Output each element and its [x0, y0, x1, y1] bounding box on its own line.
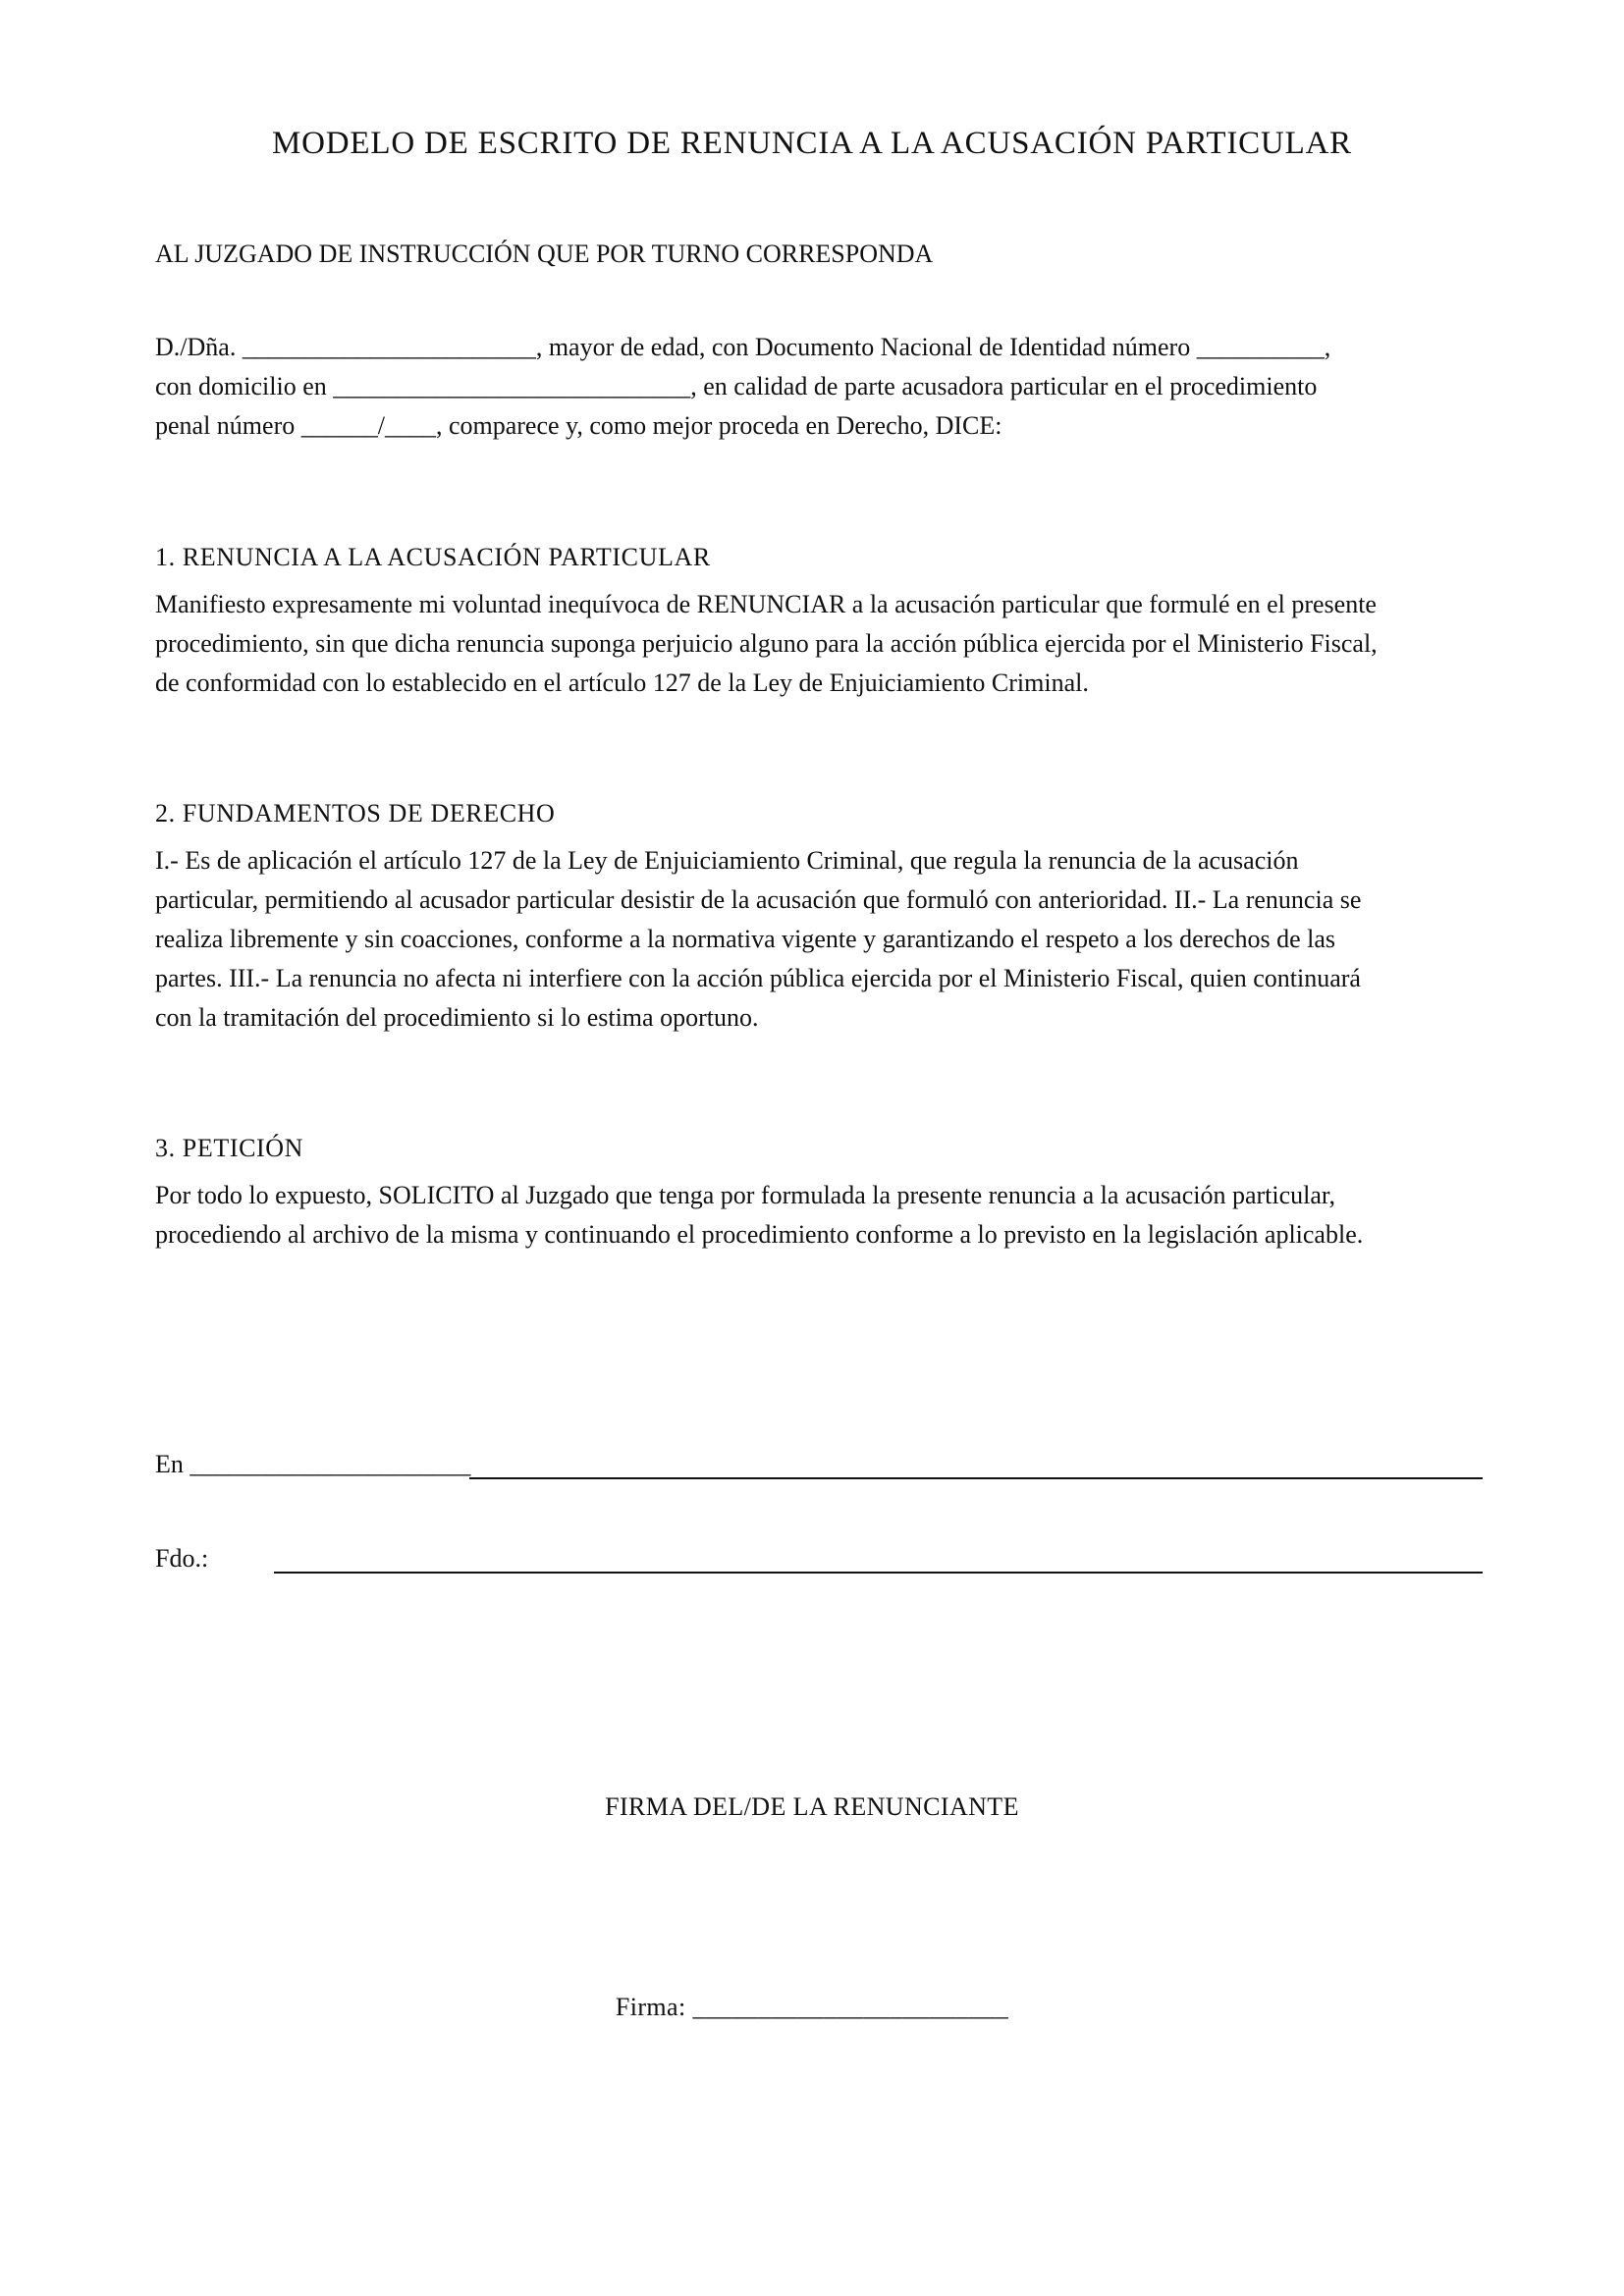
intro-line: D./Dña. _______________________, mayor de edad, con Documento Nacional de Identidad número __________, [155, 333, 1331, 361]
court-addressee: AL JUZGADO DE INSTRUCCIÓN QUE POR TURNO CORRESPONDA [155, 240, 934, 268]
section-3-line: Por todo lo expuesto, SOLICITO al Juzgado que tenga por formulada la presente renuncia a la acusación particular, [155, 1181, 1336, 1209]
fdo-label: Fdo.: [155, 1544, 209, 1573]
place-date-line [469, 1477, 1483, 1479]
section-2-line: realiza libremente y sin coacciones, conforme a la normativa vigente y garantizando el respeto a los derechos de las [155, 925, 1335, 953]
section-2-line: I.- Es de aplicación el artículo 127 de la Ley de Enjuiciamiento Criminal, que regula la renuncia de la acusación [155, 846, 1299, 875]
section-1-heading: 1. RENUNCIA A LA ACUSACIÓN PARTICULAR [155, 543, 711, 571]
intro-line: con domicilio en ____________________________, en calidad de parte acusadora particular en el procedimiento [155, 372, 1318, 400]
signer-caption: FIRMA DEL/DE LA RENUNCIANTE [605, 1792, 1019, 1821]
section-3-body [155, 1176, 1481, 1255]
document-title: MODELO DE ESCRITO DE RENUNCIA A LA ACUSACIÓN PARTICULAR [272, 126, 1352, 161]
section-1-body [155, 585, 1481, 703]
section-1-line: de conformidad con lo establecido en el artículo 127 de la Ley de Enjuiciamiento Criminal. [155, 668, 1089, 697]
section-2-line: partes. III.- La renuncia no afecta ni interfiere con la acción pública ejercida por el Ministerio Fiscal, quien continuará [155, 964, 1361, 992]
section-3-heading: 3. PETICIÓN [155, 1134, 304, 1162]
intro-line: penal número ______/____, comparece y, como mejor proceda en Derecho, DICE: [155, 411, 1002, 440]
fdo-signature-line [274, 1572, 1483, 1574]
intro-paragraph [155, 328, 1481, 446]
section-2-line: particular, permitiendo al acusador particular desistir de la acusación que formuló con anterioridad. II.- La renuncia se [155, 885, 1362, 914]
section-2-body [155, 841, 1481, 1038]
section-1-line: procedimiento, sin que dicha renuncia suponga perjuicio alguno para la acción pública ejercida por el Ministerio Fiscal, [155, 629, 1378, 658]
place-date-label: En ______________________ [155, 1450, 471, 1478]
section-2-line: con la tramitación del procedimiento si lo estima oportuno. [155, 1003, 759, 1032]
section-3-line: procediendo al archivo de la misma y continuando el procedimiento conforme a lo previsto en la legislación aplicable. [155, 1220, 1364, 1249]
section-1-line: Manifiesto expresamente mi voluntad inequívoca de RENUNCIAR a la acusación particular que formulé en el presente [155, 590, 1377, 618]
firma-label: Firma: ________________________ [615, 1993, 1009, 2021]
section-2-heading: 2. FUNDAMENTOS DE DERECHO [155, 799, 556, 828]
